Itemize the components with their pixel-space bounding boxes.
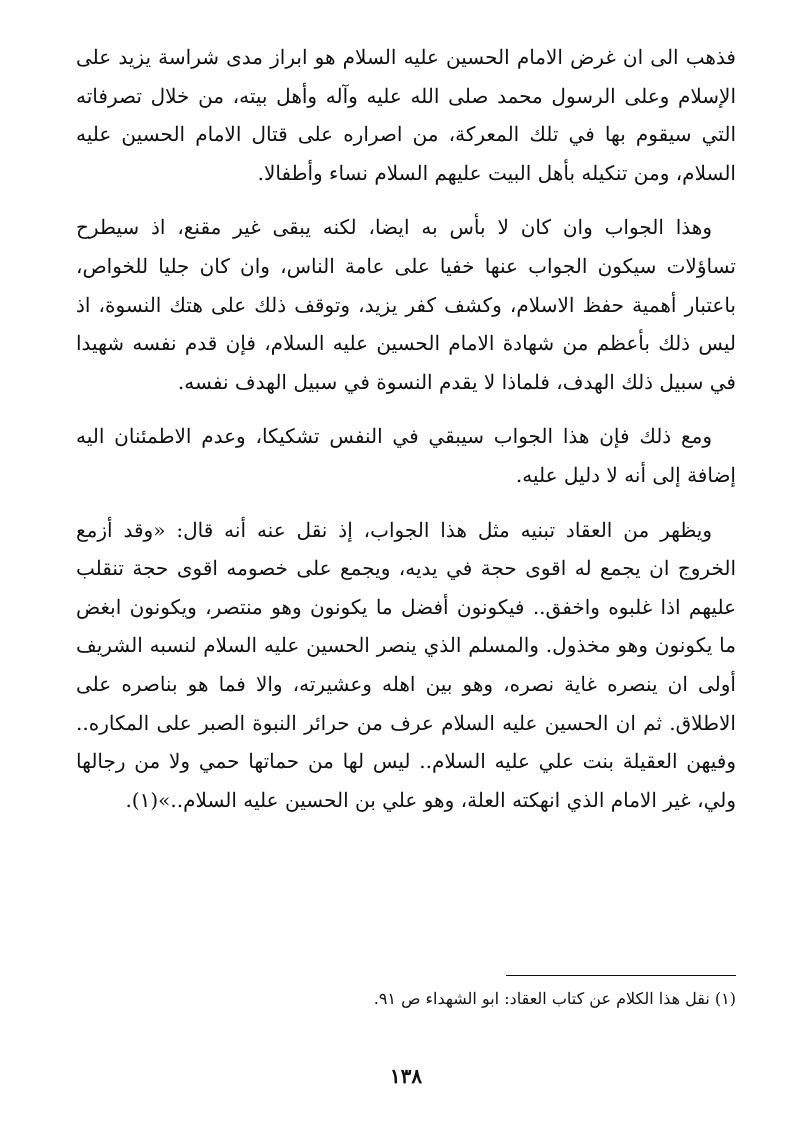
main-text: [76, 38, 736, 835]
footnote-divider: [506, 975, 736, 976]
paragraph-3: ومع ذلك فإن هذا الجواب سيبقي في النفس تشكيكا، وعدم الاطمئنان اليه إضافة إلى أنه لا دليل عليه.: [76, 424, 736, 487]
paragraph-2: وهذا الجواب وان كان لا بأس به ايضا، لكنه يبقى غير مقنع، اذ سيطرح تساؤلات سيكون الجواب عنها خفيا على عامة الناس، وان كان جليا للخواص، باعتبار أهمية حفظ الاسلام، وكشف كفر يزيد، وتوقف ذلك على هتك النسوة، اذ ليس ذلك بأعظم من شهادة الامام الحسين عليه السلام، فإن قدم نفسه شهيدا في سبيل ذلك الهدف، فلماذا لا يقدم النسوة في سبيل الهدف نفسه.: [76, 215, 736, 394]
paragraph-4: ويظهر من العقاد تبنيه مثل هذا الجواب، إذ نقل عنه أنه قال: «وقد أزمع الخروج ان يجمع له اقوى حجة في يديه، ويجمع على خصومه اقوى حجة تنقلب عليهم اذا غلبوه واخفق.. فيكونون أفضل ما يكونون وهو منتصر، ويكونون ابغض ما يكونون وهو مخذول. والمسلم الذي ينصر الحسين عليه السلام لنسبه الشريف أولى ان ينصره غاية نصره، وهو بين اهله وعشيرته، والا فما هو بناصره على الاطلاق. ثم ان الحسين عليه السلام عرف من حرائر النبوة الصبر على المكاره.. وفيهن العقيلة بنت علي عليه السلام.. ليس لها من حماتها حمي ولا من رجالها ولي، غير الامام الذي انهكته العلة، وهو علي بن الحسين عليه السلام..»(١).: [76, 517, 736, 812]
page-number: ١٣٨: [389, 1064, 423, 1088]
paragraph-1: فذهب الى ان غرض الامام الحسين عليه السلام هو ابراز مدى شراسة يزيد على الإسلام وعلى الرسول محمد صلى الله عليه وآله وأهل بيته، من خلال تصرفاته التي سيقوم بها في تلك المعركة، من اصراره على قتال الامام الحسين عليه السلام، ومن تنكيله بأهل البيت عليهم السلام نساء وأطفالا.: [76, 45, 736, 185]
footnote: (١) نقل هذا الكلام عن كتاب العقاد: ابو الشهداء ص ٩١.: [373, 989, 736, 1008]
